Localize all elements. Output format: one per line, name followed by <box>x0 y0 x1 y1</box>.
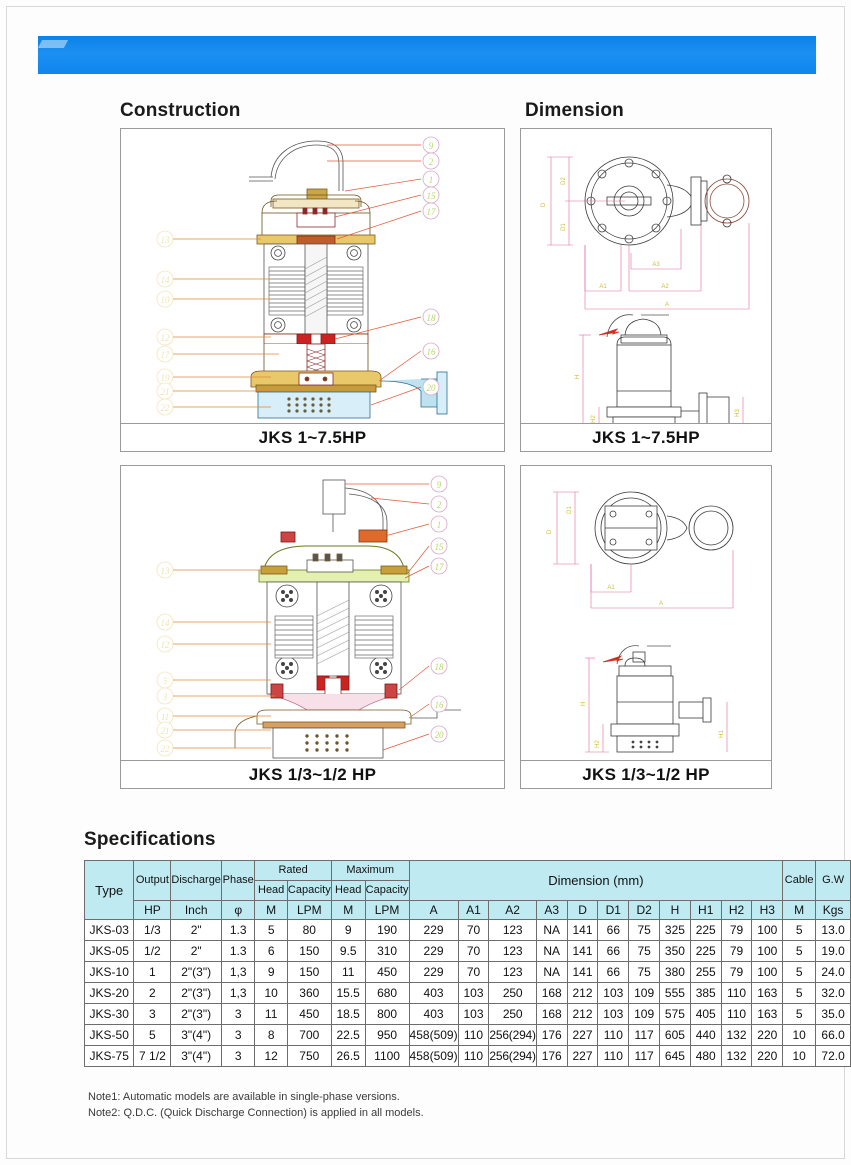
cell-a1: 103 <box>458 983 489 1004</box>
unit-h2: H2 <box>721 901 752 920</box>
cell-max_head: 15.5 <box>331 983 365 1004</box>
cell-h: 605 <box>660 1025 691 1046</box>
cell-a: 229 <box>409 920 458 941</box>
unit-inch: Inch <box>171 901 222 920</box>
svg-text:9: 9 <box>436 480 442 490</box>
svg-text:18: 18 <box>426 313 436 323</box>
cell-d2: 75 <box>629 962 660 983</box>
unit-hp: HP <box>134 901 171 920</box>
cell-output: 1/2 <box>134 941 171 962</box>
cell-output: 1/3 <box>134 920 171 941</box>
cell-a: 458(509) <box>409 1025 458 1046</box>
cell-d1: 103 <box>598 1004 629 1025</box>
unit-d: D <box>567 901 598 920</box>
cell-max_head: 26.5 <box>331 1046 365 1067</box>
cell-phase: 3 <box>221 1025 255 1046</box>
unit-a: A <box>409 901 458 920</box>
page-title-specifications: Specifications <box>84 829 216 850</box>
cell-type: JKS-20 <box>85 983 134 1004</box>
cell-discharge: 3"(4") <box>171 1025 222 1046</box>
cell-type: JKS-10 <box>85 962 134 983</box>
cell-a2: 123 <box>489 962 536 983</box>
col-header-output: Output <box>134 861 171 901</box>
figure-construction-small <box>120 465 505 761</box>
unit-rated-head-m: M <box>255 901 287 920</box>
svg-text:17: 17 <box>426 207 436 217</box>
cell-h: 645 <box>660 1046 691 1067</box>
figure-caption-dimension-small: JKS 1/3~1/2 HP <box>520 761 772 789</box>
cell-max_head: 18.5 <box>331 1004 365 1025</box>
svg-text:22: 22 <box>160 744 170 754</box>
cell-rated_capacity: 700 <box>287 1025 331 1046</box>
cell-rated_head: 10 <box>255 983 287 1004</box>
svg-text:H: H <box>575 374 581 380</box>
cell-discharge: 2"(3") <box>171 1004 222 1025</box>
svg-text:H1: H1 <box>719 730 725 738</box>
cell-h3: 220 <box>752 1046 783 1067</box>
svg-text:22: 22 <box>160 403 170 413</box>
cell-gw: 66.0 <box>816 1025 851 1046</box>
cell-h3: 220 <box>752 1025 783 1046</box>
cell-h1: 405 <box>690 1004 721 1025</box>
cell-max_capacity: 680 <box>365 983 409 1004</box>
cell-d2: 117 <box>629 1025 660 1046</box>
svg-text:2: 2 <box>436 500 442 510</box>
header-glint <box>38 40 68 48</box>
cell-h2: 79 <box>721 920 752 941</box>
figure-construction-large <box>120 128 505 424</box>
cell-output: 5 <box>134 1025 171 1046</box>
cell-cable: 5 <box>783 920 816 941</box>
cell-gw: 24.0 <box>816 962 851 983</box>
cell-h: 380 <box>660 962 691 983</box>
cell-rated_head: 12 <box>255 1046 287 1067</box>
cell-gw: 19.0 <box>816 941 851 962</box>
table-unit-row <box>85 901 851 920</box>
cell-h2: 132 <box>721 1025 752 1046</box>
cell-rated_head: 6 <box>255 941 287 962</box>
unit-a1: A1 <box>458 901 489 920</box>
cell-h2: 79 <box>721 941 752 962</box>
cell-output: 1 <box>134 962 171 983</box>
cell-h3: 163 <box>752 983 783 1004</box>
cell-a2: 123 <box>489 920 536 941</box>
svg-text:D1: D1 <box>567 506 573 514</box>
cell-a3: NA <box>536 941 567 962</box>
svg-text:17: 17 <box>434 562 444 572</box>
svg-text:A: A <box>664 302 670 308</box>
cell-a3: NA <box>536 962 567 983</box>
svg-text:10: 10 <box>160 295 170 305</box>
cell-rated_head: 11 <box>255 1004 287 1025</box>
cell-cable: 5 <box>783 1004 816 1025</box>
svg-text:21: 21 <box>160 387 170 397</box>
svg-text:3: 3 <box>162 692 168 702</box>
svg-text:9: 9 <box>428 141 434 151</box>
unit-h: H <box>660 901 691 920</box>
unit-cable-m: M <box>783 901 816 920</box>
cell-rated_capacity: 750 <box>287 1046 331 1067</box>
cell-a1: 110 <box>458 1025 489 1046</box>
cell-d2: 75 <box>629 941 660 962</box>
cell-max_capacity: 1100 <box>365 1046 409 1067</box>
cell-a2: 256(294) <box>489 1025 536 1046</box>
cell-discharge: 2"(3") <box>171 983 222 1004</box>
cell-gw: 32.0 <box>816 983 851 1004</box>
svg-text:D1: D1 <box>561 223 567 231</box>
cell-d: 227 <box>567 1025 598 1046</box>
table-row <box>85 941 851 962</box>
figure-caption-dimension-large: JKS 1~7.5HP <box>520 424 772 452</box>
note-2: Note2: Q.D.C. (Quick Discharge Connection) is applied in all models. <box>88 1106 424 1119</box>
cell-max_capacity: 450 <box>365 962 409 983</box>
svg-text:1: 1 <box>436 520 442 530</box>
cell-cable: 10 <box>783 1046 816 1067</box>
cell-d1: 103 <box>598 983 629 1004</box>
cell-phase: 1,3 <box>221 983 255 1004</box>
col-header-rated-capacity: Capacity <box>287 881 331 901</box>
cell-h2: 79 <box>721 962 752 983</box>
table-row <box>85 983 851 1004</box>
svg-text:14: 14 <box>160 275 170 285</box>
cell-max_head: 9 <box>331 920 365 941</box>
cell-a: 403 <box>409 983 458 1004</box>
cell-h3: 100 <box>752 962 783 983</box>
header-blue-bar <box>38 36 816 74</box>
cell-a2: 123 <box>489 941 536 962</box>
cell-max_capacity: 190 <box>365 920 409 941</box>
svg-text:H: H <box>581 701 587 707</box>
svg-text:H2: H2 <box>591 415 597 423</box>
table-row <box>85 920 851 941</box>
cell-phase: 1.3 <box>221 920 255 941</box>
col-header-discharge: Discharge <box>171 861 222 901</box>
svg-text:11: 11 <box>160 712 170 722</box>
cell-h1: 225 <box>690 941 721 962</box>
cell-gw: 13.0 <box>816 920 851 941</box>
cell-type: JKS-75 <box>85 1046 134 1067</box>
cell-d: 212 <box>567 983 598 1004</box>
cell-cable: 10 <box>783 1025 816 1046</box>
cell-a2: 256(294) <box>489 1046 536 1067</box>
col-header-rated-head: Head <box>255 881 287 901</box>
cell-output: 2 <box>134 983 171 1004</box>
page-title-construction: Construction <box>120 100 241 121</box>
svg-text:16: 16 <box>434 700 444 710</box>
cell-d2: 75 <box>629 920 660 941</box>
cell-h3: 163 <box>752 1004 783 1025</box>
unit-max-head-m: M <box>331 901 365 920</box>
cell-h: 325 <box>660 920 691 941</box>
svg-text:13: 13 <box>160 566 170 576</box>
cell-max_head: 9.5 <box>331 941 365 962</box>
cell-rated_capacity: 450 <box>287 1004 331 1025</box>
cell-a1: 110 <box>458 1046 489 1067</box>
cell-output: 7 1/2 <box>134 1046 171 1067</box>
svg-text:18: 18 <box>434 662 444 672</box>
unit-h3: H3 <box>752 901 783 920</box>
svg-text:2: 2 <box>428 157 434 167</box>
unit-h1: H1 <box>690 901 721 920</box>
col-header-type: Type <box>85 861 134 920</box>
svg-text:17: 17 <box>160 350 170 360</box>
cell-cable: 5 <box>783 941 816 962</box>
table-notes <box>88 1090 424 1122</box>
svg-text:1: 1 <box>428 175 434 185</box>
cell-max_head: 11 <box>331 962 365 983</box>
svg-text:16: 16 <box>426 347 436 357</box>
col-header-phase: Phase <box>221 861 255 901</box>
svg-text:12: 12 <box>160 333 170 343</box>
svg-text:20: 20 <box>434 730 444 740</box>
cell-h: 555 <box>660 983 691 1004</box>
cell-cable: 5 <box>783 962 816 983</box>
cell-discharge: 2" <box>171 920 222 941</box>
cell-h1: 385 <box>690 983 721 1004</box>
cell-h1: 225 <box>690 920 721 941</box>
cell-a1: 70 <box>458 941 489 962</box>
cell-d: 141 <box>567 920 598 941</box>
col-header-rated: Rated <box>255 861 331 881</box>
cell-type: JKS-05 <box>85 941 134 962</box>
unit-d1: D1 <box>598 901 629 920</box>
svg-text:14: 14 <box>160 618 170 628</box>
table-row <box>85 1004 851 1025</box>
cell-a2: 250 <box>489 1004 536 1025</box>
svg-text:D: D <box>541 202 547 208</box>
svg-text:H3: H3 <box>735 409 741 417</box>
cell-h1: 255 <box>690 962 721 983</box>
table-row <box>85 1025 851 1046</box>
cell-a3: 176 <box>536 1025 567 1046</box>
svg-text:A3: A3 <box>652 262 660 268</box>
cell-max_head: 22.5 <box>331 1025 365 1046</box>
specifications-table-wrapper <box>84 860 851 1067</box>
col-header-max-head: Head <box>331 881 365 901</box>
cell-d1: 110 <box>598 1025 629 1046</box>
cell-h3: 100 <box>752 920 783 941</box>
specifications-table-body <box>85 920 851 1067</box>
cell-h3: 100 <box>752 941 783 962</box>
col-header-maximum: Maximum <box>331 861 409 881</box>
cell-d2: 109 <box>629 1004 660 1025</box>
unit-a3: A3 <box>536 901 567 920</box>
cell-h2: 110 <box>721 983 752 1004</box>
cell-rated_capacity: 360 <box>287 983 331 1004</box>
cell-phase: 1,3 <box>221 962 255 983</box>
cell-discharge: 2"(3") <box>171 962 222 983</box>
unit-gw-kgs: Kgs <box>816 901 851 920</box>
cell-cable: 5 <box>783 983 816 1004</box>
unit-a2: A2 <box>489 901 536 920</box>
figure-dimension-small <box>520 465 772 761</box>
cell-output: 3 <box>134 1004 171 1025</box>
figure-caption-construction-large: JKS 1~7.5HP <box>120 424 505 452</box>
cell-h: 575 <box>660 1004 691 1025</box>
col-header-dimension: Dimension (mm) <box>409 861 783 901</box>
cell-d: 141 <box>567 962 598 983</box>
figure-dimension-large <box>520 128 772 424</box>
svg-text:A2: A2 <box>661 284 669 290</box>
svg-text:5: 5 <box>162 676 168 686</box>
unit-rated-capacity-lpm: LPM <box>287 901 331 920</box>
cell-a: 403 <box>409 1004 458 1025</box>
cell-h1: 480 <box>690 1046 721 1067</box>
svg-text:19: 19 <box>160 373 170 383</box>
cell-a3: 176 <box>536 1046 567 1067</box>
cell-rated_capacity: 150 <box>287 941 331 962</box>
cell-gw: 35.0 <box>816 1004 851 1025</box>
cell-rated_head: 8 <box>255 1025 287 1046</box>
col-header-gw: G.W <box>816 861 851 901</box>
cell-discharge: 3"(4") <box>171 1046 222 1067</box>
table-row <box>85 962 851 983</box>
cell-a2: 250 <box>489 983 536 1004</box>
table-header-row-1 <box>85 861 851 881</box>
figure-caption-construction-small: JKS 1/3~1/2 HP <box>120 761 505 789</box>
cell-rated_head: 9 <box>255 962 287 983</box>
table-row <box>85 1046 851 1067</box>
svg-text:D2: D2 <box>561 177 567 185</box>
col-header-cable: Cable <box>783 861 816 901</box>
cell-h2: 110 <box>721 1004 752 1025</box>
cell-a3: 168 <box>536 1004 567 1025</box>
page-title-dimension: Dimension <box>525 100 624 121</box>
cell-h: 350 <box>660 941 691 962</box>
cell-a1: 70 <box>458 920 489 941</box>
cell-rated_capacity: 80 <box>287 920 331 941</box>
cell-d1: 66 <box>598 962 629 983</box>
svg-text:13: 13 <box>160 235 170 245</box>
svg-text:15: 15 <box>434 542 444 552</box>
cell-max_capacity: 800 <box>365 1004 409 1025</box>
svg-text:21: 21 <box>160 726 170 736</box>
cell-d1: 66 <box>598 920 629 941</box>
unit-d2: D2 <box>629 901 660 920</box>
cell-d2: 109 <box>629 983 660 1004</box>
cell-max_capacity: 310 <box>365 941 409 962</box>
cell-a1: 70 <box>458 962 489 983</box>
cell-d1: 66 <box>598 941 629 962</box>
cell-phase: 1.3 <box>221 941 255 962</box>
cell-d1: 110 <box>598 1046 629 1067</box>
cell-h1: 440 <box>690 1025 721 1046</box>
specifications-table <box>84 860 851 1067</box>
unit-max-capacity-lpm: LPM <box>365 901 409 920</box>
svg-text:D: D <box>547 529 553 535</box>
cell-rated_head: 5 <box>255 920 287 941</box>
cell-a3: NA <box>536 920 567 941</box>
cell-a: 229 <box>409 941 458 962</box>
unit-phi: φ <box>221 901 255 920</box>
cell-type: JKS-30 <box>85 1004 134 1025</box>
svg-text:20: 20 <box>426 383 436 393</box>
cell-max_capacity: 950 <box>365 1025 409 1046</box>
svg-text:H2: H2 <box>595 740 601 748</box>
cell-discharge: 2" <box>171 941 222 962</box>
cell-d: 141 <box>567 941 598 962</box>
cell-d2: 117 <box>629 1046 660 1067</box>
svg-text:A1: A1 <box>607 585 615 591</box>
cell-gw: 72.0 <box>816 1046 851 1067</box>
cell-d: 212 <box>567 1004 598 1025</box>
cell-d: 227 <box>567 1046 598 1067</box>
cell-a1: 103 <box>458 1004 489 1025</box>
cell-a3: 168 <box>536 983 567 1004</box>
cell-phase: 3 <box>221 1046 255 1067</box>
cell-rated_capacity: 150 <box>287 962 331 983</box>
cell-a: 458(509) <box>409 1046 458 1067</box>
svg-text:15: 15 <box>426 191 436 201</box>
cell-type: JKS-03 <box>85 920 134 941</box>
svg-text:A1: A1 <box>599 284 607 290</box>
cell-h2: 132 <box>721 1046 752 1067</box>
cell-phase: 3 <box>221 1004 255 1025</box>
cell-a: 229 <box>409 962 458 983</box>
cell-type: JKS-50 <box>85 1025 134 1046</box>
svg-text:12: 12 <box>160 640 170 650</box>
note-1: Note1: Automatic models are available in single-phase versions. <box>88 1091 400 1103</box>
col-header-max-capacity: Capacity <box>365 881 409 901</box>
svg-text:A: A <box>658 601 664 607</box>
